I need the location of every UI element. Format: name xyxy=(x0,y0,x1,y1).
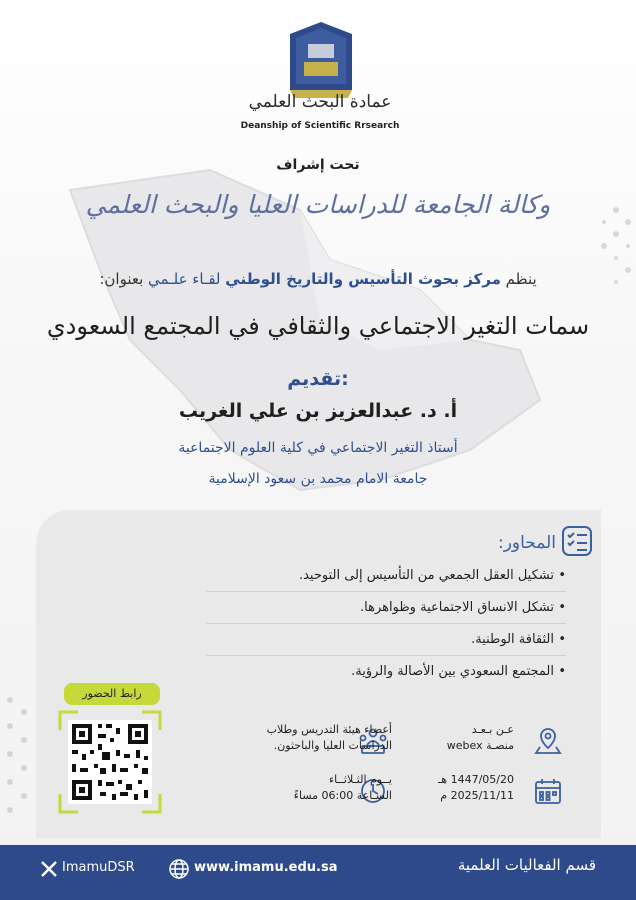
date-gregorian: 2025/11/11 م xyxy=(440,789,514,802)
calendar-icon xyxy=(532,775,564,807)
globe-icon xyxy=(168,858,190,880)
location-text xyxy=(447,722,514,754)
axis-item: • المجتمع السعودي بين الأصالة والرؤية. xyxy=(206,656,566,687)
supervision-label: تحت إشراف xyxy=(276,157,360,173)
department-name: قسم الفعاليات العلمية xyxy=(457,856,596,874)
axes-heading: المحاور: xyxy=(497,533,556,553)
location-line1: عـن بـعـد xyxy=(471,723,514,736)
qr-code-icon[interactable] xyxy=(58,710,162,814)
axis-item: • الثقافة الوطنية. xyxy=(206,624,566,656)
audience-line1: أعضاء هيئة التدريس وطلاب xyxy=(266,723,392,736)
x-logo-icon[interactable] xyxy=(38,858,60,880)
date-hijri: 1447/05/20 هـ xyxy=(438,773,514,786)
organizer-center: مركز بحوث التأسيس والتاريخ الوطني xyxy=(225,270,501,288)
checklist-icon xyxy=(560,524,594,558)
deanship-english-name: Deanship of Scientific Rrsearch xyxy=(240,121,400,131)
deanship-arabic-name: عمادة البحث العلمي xyxy=(248,92,392,112)
organizer-prefix: ينظم xyxy=(505,270,537,288)
axes-list xyxy=(206,560,566,687)
speaker-name: أ. د. عبدالعزيز بن علي الغريب xyxy=(178,400,458,422)
location-line2: منصـة webex xyxy=(446,739,514,752)
time-text xyxy=(294,772,392,804)
speaker-university: جامعة الامام محمد بن سعود الإسلامية xyxy=(208,471,428,487)
agency-name: وكالة الجامعة للدراسات العليا والبحث العلمي xyxy=(85,190,551,219)
speaker-role: أستاذ التغير الاجتماعي في كلية العلوم الاجتماعية xyxy=(178,440,458,456)
time-line1: يــوم الثـلاثــاء xyxy=(328,773,392,786)
axis-item: • تشكيل العقل الجمعي من التأسيس إلى التوحيد. xyxy=(206,560,566,592)
organizer-suffix: بعنوان: xyxy=(99,270,144,288)
axis-item: • تشكل الانساق الاجتماعية وظواهرها. xyxy=(206,592,566,624)
audience-text xyxy=(267,722,392,754)
website-link[interactable]: www.imamu.edu.sa xyxy=(194,860,338,875)
attendance-link-label[interactable]: رابط الحضور xyxy=(64,683,160,705)
presented-by-label: تقديم: xyxy=(287,368,349,390)
time-line2: السـاعة 06:00 مساءً xyxy=(293,789,392,802)
location-icon xyxy=(532,725,564,757)
date-text xyxy=(438,772,514,804)
university-logo xyxy=(286,20,356,100)
event-title: سمات التغير الاجتماعي والثقافي في المجتمع السعودي xyxy=(46,312,590,340)
organizer-meeting: لقـاء علـمي xyxy=(148,270,221,288)
organizer-line xyxy=(20,270,616,288)
audience-line2: الدراسات العليا والباحثون. xyxy=(273,739,392,752)
social-handle[interactable]: ImamuDSR xyxy=(62,860,135,875)
